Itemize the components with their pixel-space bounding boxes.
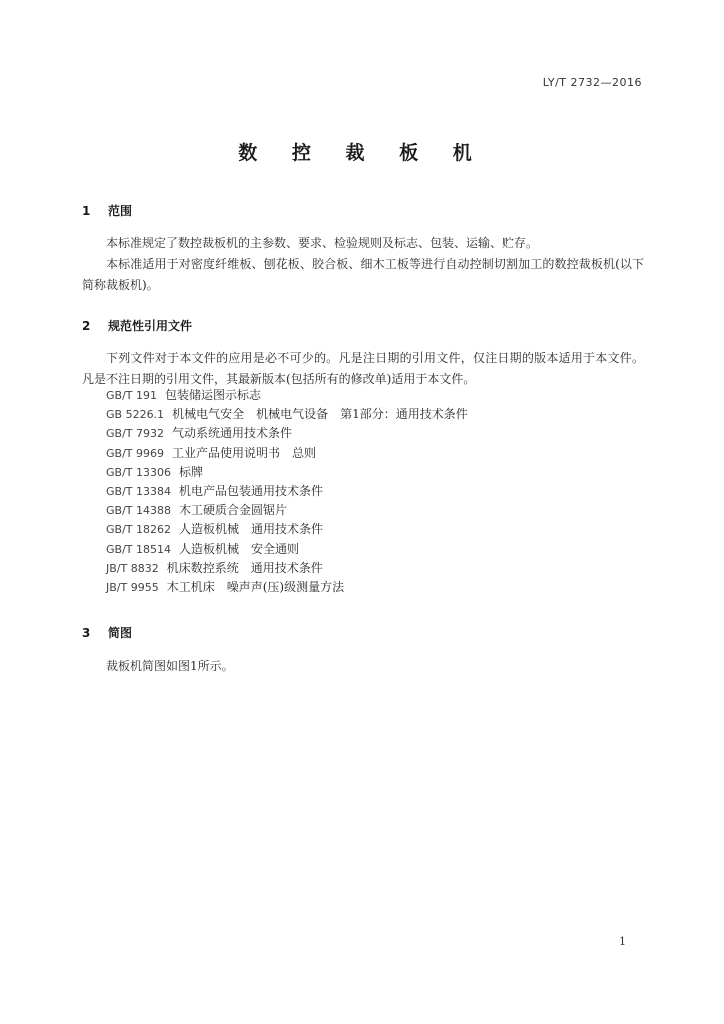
section-1-paragraph-2: 本标准适用于对密度纤维板、刨花板、胶合板、细木工板等进行自动控制切割加工的数控裁板机(以下简称裁板机)。 — [82, 257, 644, 292]
document-title: 数 控 裁 板 机 — [238, 142, 486, 164]
section-number: 2 — [82, 319, 91, 333]
page-number: 1 — [619, 935, 626, 948]
reference-code: GB/T 14388 — [106, 504, 171, 518]
reference-title: 气动系统通用技术条件 — [172, 426, 293, 441]
reference-code: GB/T 191 — [106, 389, 157, 402]
reference-item — [106, 540, 468, 559]
reference-code: GB 5226.1 — [106, 408, 165, 422]
reference-title: 工业产品使用说明书 总则 — [172, 445, 317, 460]
reference-code: JB/T 8832 — [106, 561, 159, 575]
reference-code: GB/T 13384 — [106, 484, 171, 498]
reference-code: JB/T 9955 — [106, 580, 159, 594]
section-1-paragraph-1: 本标准规定了数控裁板机的主参数、要求、检验规则及标志、包装、运输、贮存。 — [106, 236, 539, 250]
section-number: 1 — [82, 204, 91, 218]
reference-title: 机电产品包装通用技术条件 — [179, 483, 324, 498]
section-1-heading — [82, 202, 132, 219]
reference-item — [106, 482, 468, 501]
section-title: 简图 — [108, 626, 133, 640]
reference-item — [106, 444, 468, 463]
reference-item — [106, 424, 468, 443]
section-2-heading — [82, 317, 192, 334]
reference-title: 标牌 — [179, 464, 204, 479]
reference-code: GB/T 18514 — [106, 542, 171, 556]
section-number: 3 — [82, 626, 91, 640]
standard-code: LY/T 2732—2016 — [542, 76, 642, 89]
reference-item — [106, 386, 468, 405]
reference-title: 木工机床 噪声声(压)级测量方法 — [166, 579, 345, 594]
reference-title: 人造板机械 安全通则 — [179, 541, 300, 556]
reference-code: GB/T 7932 — [106, 427, 164, 441]
reference-code: GB/T 9969 — [106, 446, 164, 460]
reference-title: 人造板机械 通用技术条件 — [179, 522, 324, 537]
reference-title: 机械电气安全 机械电气设备 第1部分：通用技术条件 — [172, 407, 468, 422]
section-2-paragraph-1: 下列文件对于本文件的应用是必不可少的。凡是注日期的引用文件，仅注日期的版本适用于本文件。凡是不注日期的引用文件，其最新版本(包括所有的修改单)适用于本文件。 — [82, 351, 644, 386]
section-3-paragraph-1: 裁板机简图如图1所示。 — [106, 659, 234, 673]
reference-title: 木工硬质合金圆锯片 — [179, 503, 288, 518]
normative-reference-list — [106, 386, 468, 597]
section-3-heading — [82, 624, 132, 641]
reference-item — [106, 405, 468, 424]
reference-item — [106, 578, 468, 597]
reference-code: GB/T 13306 — [106, 465, 171, 479]
reference-title: 包装储运图示标志 — [165, 388, 262, 402]
reference-title: 机床数控系统 通用技术条件 — [166, 560, 323, 575]
reference-item — [106, 559, 468, 578]
section-title: 范围 — [108, 204, 133, 218]
reference-item — [106, 520, 468, 539]
reference-item — [106, 501, 468, 520]
reference-code: GB/T 18262 — [106, 523, 171, 537]
reference-item — [106, 463, 468, 482]
section-title: 规范性引用文件 — [108, 319, 193, 333]
